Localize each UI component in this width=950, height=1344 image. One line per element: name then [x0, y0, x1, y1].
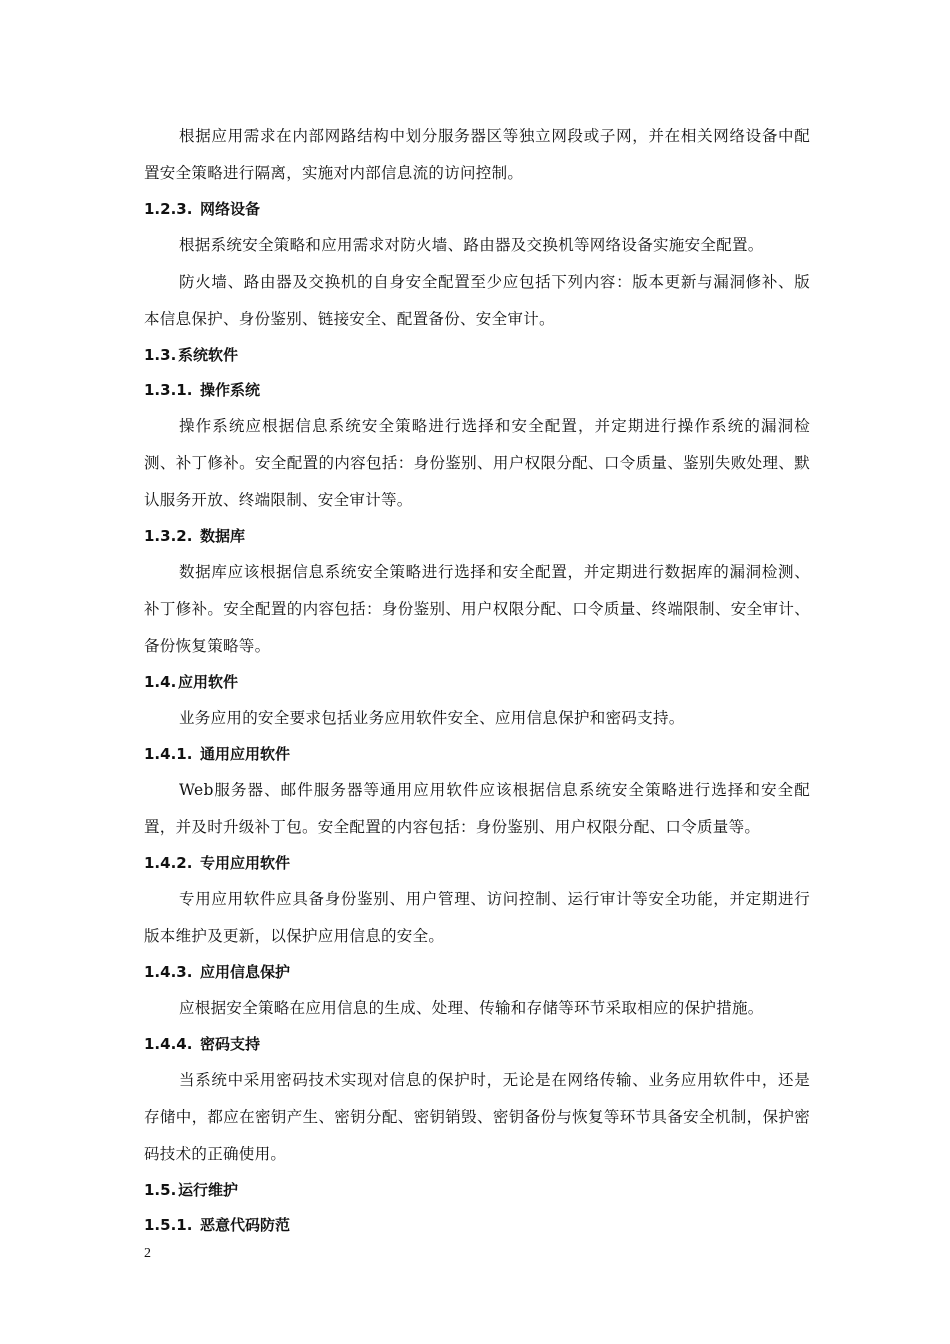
heading-title: 操作系统 — [200, 381, 261, 399]
heading-number: 1.4.1. — [144, 745, 193, 763]
heading-title: 运行维护 — [178, 1181, 239, 1199]
subsection-heading — [144, 846, 810, 881]
heading-number: 1.5.1. — [144, 1216, 193, 1234]
paragraph: 专用应用软件应具备身份鉴别、用户管理、访问控制、运行审计等安全功能，并定期进行版本维护及更新，以保护应用信息的安全。 — [144, 890, 810, 945]
section-heading — [144, 665, 810, 700]
heading-number: 1.3.2. — [144, 527, 193, 545]
paragraph: 根据应用需求在内部网路结构中划分服务器区等独立网段或子网，并在相关网络设备中配置安全策略进行隔离，实施对内部信息流的访问控制。 — [144, 127, 810, 182]
subsection-heading — [144, 955, 810, 990]
heading-title: 应用软件 — [178, 673, 239, 691]
heading-title: 密码支持 — [200, 1035, 261, 1053]
subsection-heading — [144, 1027, 810, 1062]
heading-title: 数据库 — [200, 527, 246, 545]
paragraph: 业务应用的安全要求包括业务应用软件安全、应用信息保护和密码支持。 — [179, 709, 685, 727]
subsection-heading — [144, 1208, 810, 1243]
heading-title: 恶意代码防范 — [200, 1216, 291, 1234]
heading-number: 1.4.3. — [144, 963, 193, 981]
paragraph: 数据库应该根据信息系统安全策略进行选择和安全配置，并定期进行数据库的漏洞检测、补丁修补。安全配置的内容包括：身份鉴别、用户权限分配、口令质量、终端限制、安全审计、备份恢复策略等。 — [144, 563, 810, 655]
heading-number: 1.4. — [144, 673, 177, 691]
subsection-heading — [144, 192, 810, 227]
heading-title: 专用应用软件 — [200, 854, 291, 872]
paragraph: Web服务器、邮件服务器等通用应用软件应该根据信息系统安全策略进行选择和安全配置，并及时升级补丁包。安全配置的内容包括：身份鉴别、用户权限分配、口令质量等。 — [144, 781, 810, 836]
paragraph: 防火墙、路由器及交换机的自身安全配置至少应包括下列内容：版本更新与漏洞修补、版本信息保护、身份鉴别、链接安全、配置备份、安全审计。 — [144, 273, 810, 328]
section-heading — [144, 1173, 810, 1208]
paragraph: 应根据安全策略在应用信息的生成、处理、传输和存储等环节采取相应的保护措施。 — [179, 999, 764, 1017]
heading-number: 1.3.1. — [144, 381, 193, 399]
document-body — [144, 118, 810, 1243]
heading-title: 应用信息保护 — [200, 963, 291, 981]
page-number: 2 — [144, 1246, 151, 1261]
subsection-heading — [144, 519, 810, 554]
heading-title: 通用应用软件 — [200, 745, 291, 763]
heading-number: 1.2.3. — [144, 200, 193, 218]
paragraph: 操作系统应根据信息系统安全策略进行选择和安全配置，并定期进行操作系统的漏洞检测、补丁修补。安全配置的内容包括：身份鉴别、用户权限分配、口令质量、鉴别失败处理、默认服务开放、终端限制、安全审计等。 — [144, 417, 810, 509]
section-heading — [144, 338, 810, 373]
paragraph: 根据系统安全策略和应用需求对防火墙、路由器及交换机等网络设备实施安全配置。 — [179, 236, 764, 254]
heading-number: 1.4.2. — [144, 854, 193, 872]
heading-title: 网络设备 — [200, 200, 261, 218]
subsection-heading — [144, 373, 810, 408]
paragraph: 当系统中采用密码技术实现对信息的保护时，无论是在网络传输、业务应用软件中，还是存储中，都应在密钥产生、密钥分配、密钥销毁、密钥备份与恢复等环节具备安全机制，保护密码技术的正确使用。 — [144, 1071, 810, 1163]
heading-title: 系统软件 — [178, 346, 239, 364]
heading-number: 1.4.4. — [144, 1035, 193, 1053]
heading-number: 1.5. — [144, 1181, 177, 1199]
subsection-heading — [144, 737, 810, 772]
heading-number: 1.3. — [144, 346, 177, 364]
